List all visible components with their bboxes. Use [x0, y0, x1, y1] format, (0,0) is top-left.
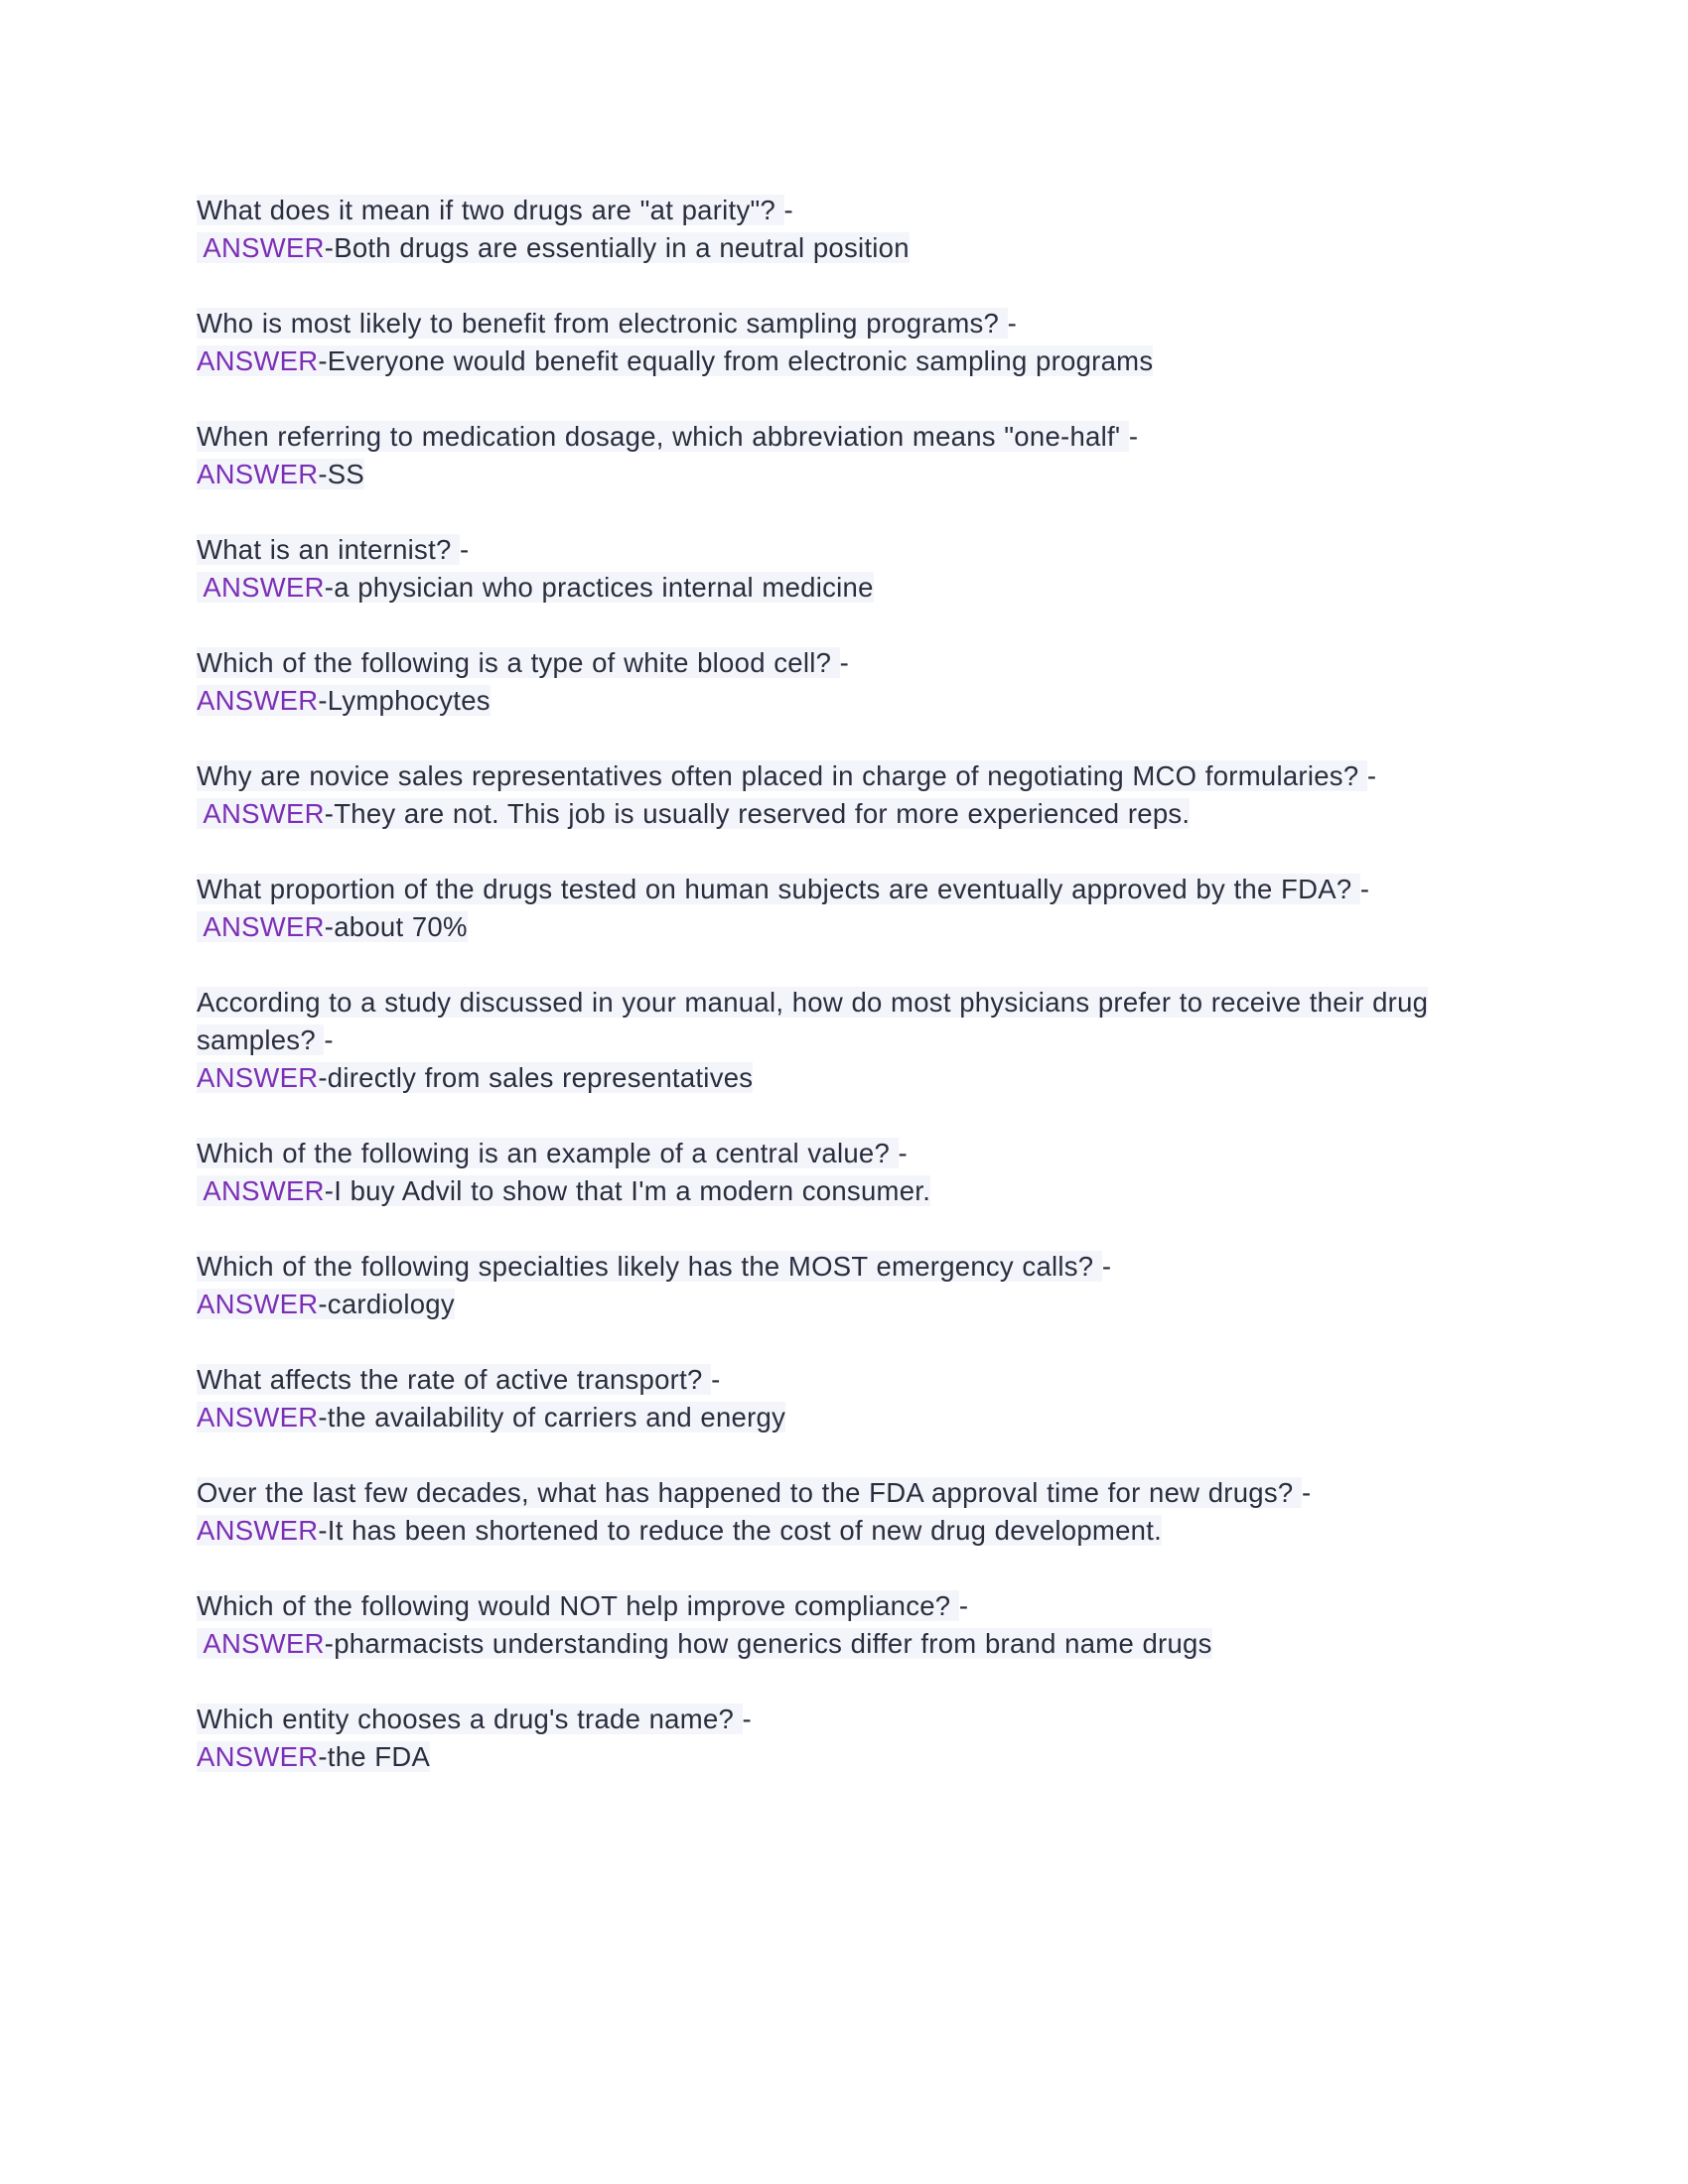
answer-text: -the availability of carriers and energy [318, 1402, 786, 1433]
answer-line [197, 1738, 1456, 1776]
question-line [197, 1701, 1456, 1738]
question-text: Which of the following is a type of white blood cell? [197, 647, 840, 678]
answer-line [197, 1512, 1456, 1550]
answer-run [197, 1062, 753, 1093]
question-dash: - [898, 1138, 908, 1168]
answer-text: -Both drugs are essentially in a neutral position [324, 232, 910, 263]
question-dash: - [742, 1704, 752, 1734]
answer-label: ANSWER [203, 798, 325, 829]
qa-block [197, 1248, 1456, 1323]
question-text: According to a study discussed in your manual, how do most physicians prefer to receive their drug samples? [197, 987, 1429, 1055]
question-line [197, 1135, 1456, 1172]
answer-label: ANSWER [197, 1289, 319, 1319]
answer-text: -directly from sales representatives [318, 1062, 754, 1093]
answer-text: -It has been shortened to reduce the cost of new drug development. [318, 1515, 1163, 1546]
question-line [197, 1587, 1456, 1625]
answer-text: -Everyone would benefit equally from electronic sampling programs [318, 345, 1154, 376]
question-line [197, 871, 1456, 908]
question-line [197, 531, 1456, 569]
answer-line [197, 456, 1456, 493]
answer-text: -about 70% [324, 911, 468, 942]
question-dash: - [1301, 1477, 1312, 1508]
answer-text: -the FDA [318, 1741, 431, 1772]
answer-text: -pharmacists understanding how generics differ from brand name drugs [324, 1628, 1212, 1659]
question-dash: - [1359, 874, 1370, 904]
question-line [197, 757, 1456, 795]
answer-text: -They are not. This job is usually reserved for more experienced reps. [324, 798, 1191, 829]
answer-line [197, 1286, 1456, 1323]
question-dash: - [839, 647, 850, 678]
answer-run [197, 1741, 430, 1772]
answer-run [197, 345, 1153, 376]
answer-text: -SS [318, 459, 365, 489]
question-text: When referring to medication dosage, which abbreviation means "one-half' [197, 421, 1129, 452]
answer-line [197, 1059, 1456, 1097]
answer-label: ANSWER [203, 911, 325, 942]
answer-line [197, 1399, 1456, 1436]
question-text: Which of the following specialties likely has the MOST emergency calls? [197, 1251, 1102, 1282]
question-dash: - [958, 1590, 969, 1621]
question-line [197, 305, 1456, 342]
answer-line [197, 908, 1456, 946]
answer-label: ANSWER [203, 1628, 325, 1659]
question-text: Which entity chooses a drug's trade name? [197, 1704, 743, 1734]
answer-line [197, 569, 1456, 607]
answer-label: ANSWER [203, 1175, 325, 1206]
question-dash: - [1007, 308, 1018, 339]
question-dash: - [711, 1364, 721, 1395]
qa-block [197, 192, 1456, 267]
answer-run [197, 1515, 1162, 1546]
question-text: What proportion of the drugs tested on human subjects are eventually approved by the FDA? [197, 874, 1360, 904]
answer-run [197, 572, 874, 603]
qa-block [197, 644, 1456, 720]
answer-text: -a physician who practices internal medicine [324, 572, 874, 603]
qa-block [197, 305, 1456, 380]
answer-text: -cardiology [318, 1289, 455, 1319]
answer-line [197, 1172, 1456, 1210]
answer-run [197, 1628, 1212, 1659]
qa-block [197, 871, 1456, 946]
question-line [197, 192, 1456, 229]
qa-block [197, 1474, 1456, 1550]
answer-label: ANSWER [197, 1515, 319, 1546]
answer-label: ANSWER [197, 1062, 319, 1093]
answer-label: ANSWER [203, 572, 325, 603]
question-dash: - [460, 534, 470, 565]
qa-block [197, 418, 1456, 493]
question-text: What does it mean if two drugs are "at parity"? [197, 195, 784, 225]
question-text: Which of the following would NOT help improve compliance? [197, 1590, 959, 1621]
question-line [197, 1361, 1456, 1399]
question-line [197, 644, 1456, 682]
qa-block [197, 757, 1456, 833]
answer-run [197, 685, 491, 716]
answer-line [197, 229, 1456, 267]
answer-run [197, 1175, 930, 1206]
question-text: What is an internist? [197, 534, 461, 565]
answer-line [197, 682, 1456, 720]
qa-block [197, 531, 1456, 607]
answer-label: ANSWER [197, 1741, 319, 1772]
question-line [197, 1474, 1456, 1512]
question-dash: - [1128, 421, 1139, 452]
qa-block [197, 1587, 1456, 1663]
question-text: Who is most likely to benefit from electronic sampling programs? [197, 308, 1008, 339]
question-dash: - [1366, 760, 1377, 791]
answer-run [197, 798, 1190, 829]
answer-label: ANSWER [197, 685, 319, 716]
question-line [197, 984, 1456, 1059]
answer-line [197, 342, 1456, 380]
answer-run [197, 911, 468, 942]
qa-block [197, 1135, 1456, 1210]
qa-block [197, 1361, 1456, 1436]
answer-line [197, 795, 1456, 833]
answer-label: ANSWER [197, 459, 319, 489]
answer-run [197, 1289, 455, 1319]
question-line [197, 1248, 1456, 1286]
qa-block [197, 984, 1456, 1097]
answer-label: ANSWER [203, 232, 325, 263]
answer-text: -Lymphocytes [318, 685, 491, 716]
question-dash: - [324, 1024, 334, 1055]
question-text: What affects the rate of active transport? [197, 1364, 712, 1395]
question-text: Over the last few decades, what has happened to the FDA approval time for new drugs? [197, 1477, 1302, 1508]
answer-run [197, 232, 910, 263]
qa-block [197, 1701, 1456, 1776]
question-text: Why are novice sales representatives often placed in charge of negotiating MCO formularies? [197, 760, 1367, 791]
answer-label: ANSWER [197, 1402, 319, 1433]
qa-list [197, 192, 1456, 1776]
question-dash: - [783, 195, 793, 225]
question-line [197, 418, 1456, 456]
question-dash: - [1101, 1251, 1112, 1282]
answer-line [197, 1625, 1456, 1663]
answer-text: -I buy Advil to show that I'm a modern consumer. [324, 1175, 931, 1206]
answer-label: ANSWER [197, 345, 319, 376]
answer-run [197, 459, 364, 489]
answer-run [197, 1402, 785, 1433]
question-text: Which of the following is an example of a central value? [197, 1138, 899, 1168]
